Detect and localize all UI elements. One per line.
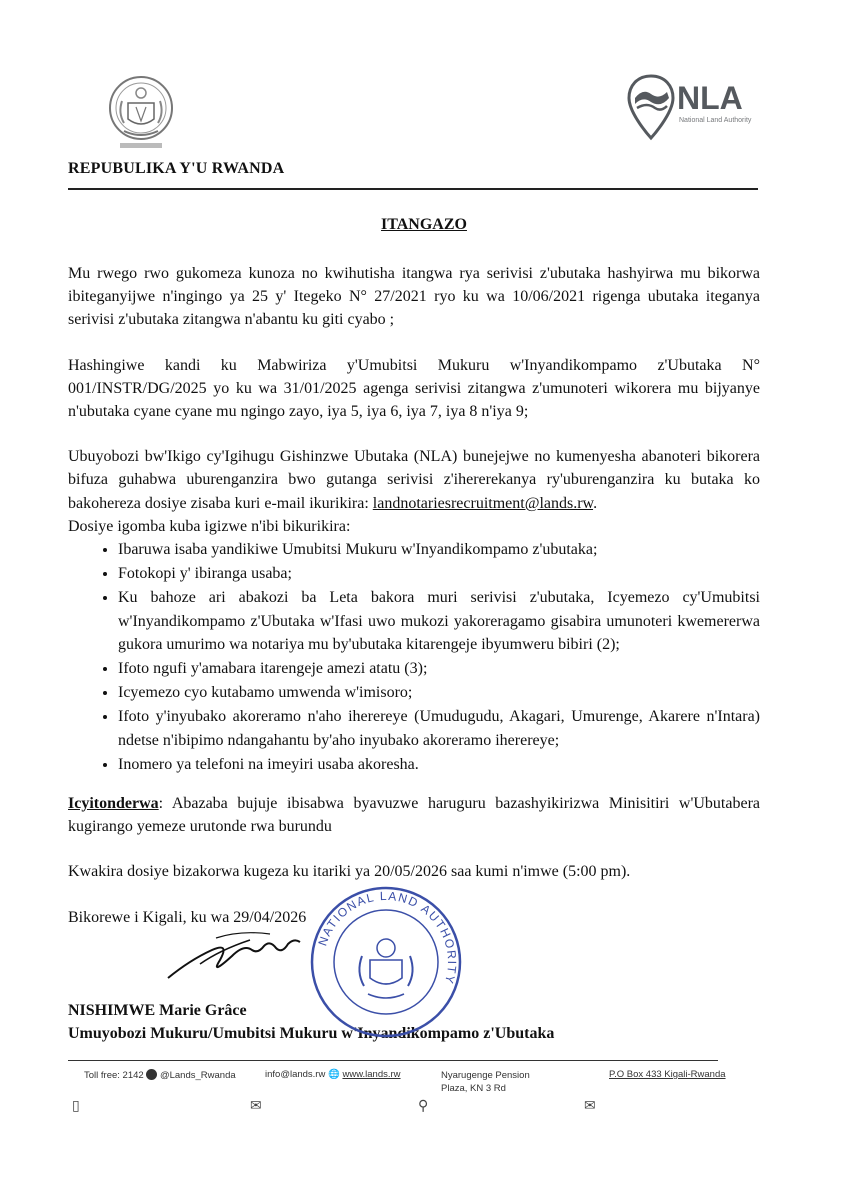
footer-website[interactable]: www.lands.rw <box>342 1069 401 1080</box>
envelope-icon: ✉ <box>250 1098 262 1114</box>
signer-name: NISHIMWE Marie Grâce <box>68 1001 247 1019</box>
list-item: • Ibaruwa isaba yandikiwe Umubitsi Mukuru w'Inyandikompamo z'ubutaka; <box>118 538 760 561</box>
requirements-intro: Dosiye igomba kuba igizwe n'ibi bikurikira: <box>68 517 351 535</box>
rwanda-coat-of-arms-icon <box>106 73 176 157</box>
paragraph-2: Hashingiwe kandi ku Mabwiriza y'Umubitsi Mukuru w'Inyandikompamo z'Ubutaka N° 001/INSTR/DG/2025 yo ku wa 31/01/2025 agenga serivisi zitangwa z'umunoteri wikorera mu bijyanye n'ubutaka cyane cyane mu ngingo zayo, iya 5, iya 6, iya 7, iya 8 n'iya 9; <box>68 356 760 421</box>
nla-wordmark: NLA <box>677 80 743 116</box>
footer-email[interactable]: info@lands.rw <box>265 1069 326 1080</box>
recruitment-email-link[interactable]: landnotariesrecruitment@lands.rw <box>372 494 594 512</box>
notice-title: ITANGAZO <box>381 216 467 233</box>
footer-divider <box>68 1060 718 1061</box>
republic-heading: REPUBULIKA Y'U RWANDA <box>68 160 285 177</box>
signature-icon <box>160 920 310 990</box>
mailbox-icon: ✉ <box>584 1098 596 1114</box>
stamp-ring-text: NATIONAL LAND AUTHORITY <box>315 888 460 987</box>
list-item: • Ku bahoze ari abakozi ba Leta bakora muri serivisi z'ubutaka, Icyemezo cy'Umubitsi w'Inyandikompamo z'Ubutaka w'Ifasi uwo mukozi yakoreragamo gisabira umunoteri kwemererwa gukora umurimo wa notariya mu by'ubutaka kitarengeje ibyumweru bibiri (2); <box>118 586 760 656</box>
signer-title: Umuyobozi Mukuru/Umubitsi Mukuru w'Inyandikompamo z'Ubutaka <box>68 1025 555 1043</box>
globe-icon: 🌐 <box>327 1069 340 1080</box>
nla-subtitle: National Land Authority <box>679 117 752 124</box>
list-item: • Icyemezo cyo kutabamo umwenda w'imisoro; <box>118 681 760 704</box>
footer-tollfree: Toll free: 2142 @Lands_Rwanda <box>84 1070 236 1081</box>
list-item: • Fotokopi y' ibiranga usaba; <box>118 562 760 585</box>
official-stamp <box>306 882 466 1042</box>
paragraph-1: Mu rwego rwo gukomeza kunoza no kwihutisha itangwa rya serivisi z'ubutaka hashyirwa mu bikorwa ibiteganyijwe n'ingingo ya 25 y' Itegeko N° 27/2021 ryo ku wa 10/06/2021 rigenga ubutaka iteganya serivisi z'ubutaka zitangwa n'abantu ku giti cyabo ; <box>68 265 760 329</box>
footer-address: Nyarugenge Pension Plaza, KN 3 Rd <box>441 1070 530 1094</box>
nla-logo <box>627 74 767 144</box>
place-date: Bikorewe i Kigali, ku wa 29/04/2026 <box>68 908 307 926</box>
nla-map-pin-icon <box>627 74 675 144</box>
header-divider <box>68 188 758 190</box>
phone-icon: ▯ <box>72 1098 80 1114</box>
twitter-icon <box>146 1069 157 1080</box>
footer-contact <box>265 1069 401 1080</box>
location-pin-icon: ⚲ <box>418 1098 429 1114</box>
footer-pobox: P.O Box 433 Kigali-Rwanda <box>609 1069 726 1080</box>
list-item: • Inomero ya telefoni na imeyiri usaba akoresha. <box>118 753 760 776</box>
twitter-handle[interactable]: @Lands_Rwanda <box>159 1070 236 1081</box>
note-label: Icyitonderwa <box>68 795 159 813</box>
paragraph-3: Ubuyobozi bw'Ikigo cy'Igihugu Gishinzwe Ubutaka (NLA) bunejejwe no kumenyesha abanoteri bikorera bifuza guhabwa uburenganzira bwo gutanga serivisi z'ihererekanya ry'uburenganzira ku butaka ko bakohereza dosiye zisaba kuri e-mail ikurikira: landnotariesrecruitment@lands.rw. <box>68 448 760 512</box>
requirements-list <box>68 538 760 776</box>
note-paragraph: Icyitonderwa: Abazaba bujuje ibisabwa byavuzwe haruguru bazashyikirizwa Minisitiri w'Ubutabera kugirango yemeze urutonde rwa burundu <box>68 795 760 836</box>
deadline-paragraph: Kwakira dosiye bizakorwa kugeza ku itariki ya 20/05/2026 saa kumi n'imwe (5:00 pm). <box>68 863 631 881</box>
list-item: • Ifoto y'inyubako akoreramo n'aho iherereye (Umudugudu, Akagari, Umurenge, Akarere n'Intara) ndetse n'ibipimo ndangahantu by'aho inyubako akoreramo iherereye; <box>118 705 760 751</box>
list-item: • Ifoto ngufi y'amabara itarengeje amezi atatu (3); <box>118 657 760 680</box>
